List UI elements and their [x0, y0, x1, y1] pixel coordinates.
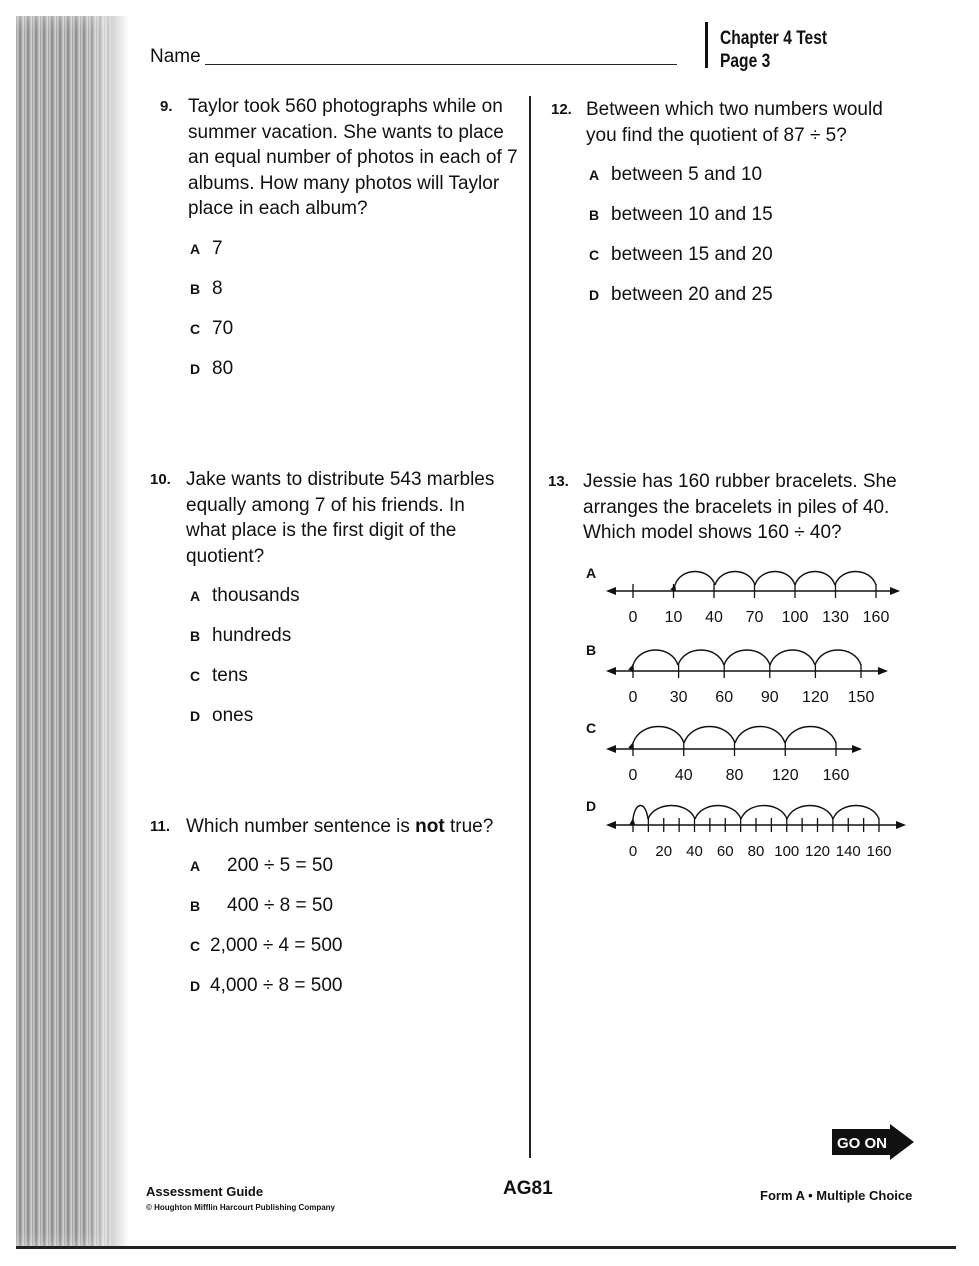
option-a[interactable]: A thousands [190, 585, 300, 606]
name-label: Name [150, 46, 201, 67]
option-a[interactable]: A 200 ÷ 5 = 50 [190, 855, 334, 876]
number-line-a [608, 572, 898, 627]
go-on-label: GO ON [837, 1135, 888, 1152]
number-line-b [608, 650, 886, 706]
tick-label: 40 [674, 767, 693, 784]
number-line-c [608, 727, 860, 785]
question-text: Between which two numbers would you find the quotient of 87 ÷ 5? [586, 99, 883, 146]
tick-label: 0 [628, 767, 638, 784]
jump-arc [633, 727, 684, 744]
question-number: 12. [551, 101, 572, 118]
tick-label: 140 [835, 843, 861, 860]
option-b[interactable]: B between 10 and 15 [589, 204, 773, 225]
footer-guide [146, 1184, 335, 1212]
page-code: AG81 [503, 1178, 553, 1199]
tick-label: 60 [715, 689, 734, 706]
question-number: 11. [150, 818, 171, 835]
tick-label: 0 [628, 843, 638, 860]
jump-arc [835, 572, 876, 586]
jump-arc [633, 806, 648, 820]
tick-label: 0 [628, 609, 638, 626]
copyright: © Houghton Mifflin Harcourt Publishing Company [146, 1203, 335, 1212]
tick-label: 100 [781, 609, 809, 626]
jump-arc [684, 727, 735, 744]
option-d[interactable]: D ones [190, 705, 254, 726]
number-line-d [608, 806, 904, 861]
option-b[interactable]: B 8 [190, 278, 223, 299]
option-c[interactable]: C between 15 and 20 [589, 244, 773, 265]
jump-arc [678, 650, 724, 665]
model-c-option[interactable]: C [586, 720, 597, 736]
question-number: 10. [150, 471, 171, 488]
tick-label: 70 [745, 609, 764, 626]
tick-label: 160 [862, 609, 890, 626]
option-c[interactable]: C 2,000 ÷ 4 = 500 [190, 935, 343, 956]
emphasis: not [415, 816, 445, 837]
form-label: Form A • Multiple Choice [760, 1188, 913, 1203]
tick-label: 30 [669, 689, 688, 706]
tick-label: 100 [774, 843, 800, 860]
jump-arc [648, 806, 695, 820]
jump-arc [770, 650, 815, 665]
page-label: Page 3 [720, 51, 771, 72]
jump-arc [735, 727, 785, 744]
jump-arc [741, 806, 787, 820]
jump-arc [785, 727, 836, 744]
question-number: 13. [548, 473, 569, 490]
tick-label: 160 [822, 767, 850, 784]
question-number: 9. [160, 98, 173, 115]
jump-arc [715, 572, 755, 586]
jump-arc [795, 572, 835, 586]
tick-label: 40 [686, 843, 703, 860]
question-text: Jessie has 160 rubber bracelets. She arranges the bracelets in piles of 40. Which model shows 160 ÷ 40? [583, 471, 897, 543]
chapter-title: Chapter 4 Test [720, 28, 828, 49]
tick-label: 130 [822, 609, 849, 626]
tick-label: 150 [847, 689, 875, 706]
tick-label: 40 [705, 609, 723, 626]
option-d[interactable]: D 4,000 ÷ 8 = 500 [190, 975, 343, 996]
guide-title: Assessment Guide [146, 1184, 264, 1199]
jump-arc [633, 650, 678, 665]
tick-label: 120 [771, 767, 799, 784]
jump-arc [695, 806, 741, 820]
question-text: Taylor took 560 photographs while on summer vacation. She wants to place an equal number of photos in each of 7 albums. How many photos will Taylor place in each album? [188, 96, 518, 219]
tick-label: 60 [716, 843, 734, 860]
option-c[interactable]: C tens [190, 665, 248, 686]
tick-label: 90 [760, 689, 779, 706]
option-a[interactable]: A 7 [190, 238, 223, 259]
option-d[interactable]: D between 20 and 25 [589, 284, 773, 305]
tick-label: 80 [725, 767, 744, 784]
question-text: Jake wants to distribute 543 marbles equally among 7 of his friends. In what place is the first digit of the quotient? [186, 469, 495, 567]
model-d-option[interactable]: D [586, 798, 597, 814]
go-on-arrow[interactable] [832, 1124, 914, 1160]
option-d[interactable]: D 80 [190, 358, 234, 379]
tick-label: 80 [747, 843, 765, 860]
model-a-option[interactable]: A [586, 565, 597, 581]
question-text: Which number sentence is not true? [186, 816, 494, 837]
option-c[interactable]: C 70 [190, 318, 234, 339]
tick-label: 0 [628, 689, 638, 706]
option-a[interactable]: A between 5 and 10 [589, 164, 763, 185]
tick-label: 20 [655, 843, 673, 860]
model-b-option[interactable]: B [586, 642, 597, 658]
jump-arc [833, 806, 879, 820]
tick-label: 120 [804, 843, 831, 860]
tick-label: 120 [802, 689, 829, 706]
tick-label: 10 [664, 609, 683, 626]
option-b[interactable]: B hundreds [190, 625, 292, 646]
option-b[interactable]: B 400 ÷ 8 = 50 [190, 895, 334, 916]
jump-arc [755, 572, 795, 586]
tick-label: 160 [866, 843, 892, 860]
jump-arc [787, 806, 833, 820]
jump-arc [724, 650, 770, 665]
jump-arc [675, 572, 715, 586]
jump-arc [815, 650, 861, 665]
